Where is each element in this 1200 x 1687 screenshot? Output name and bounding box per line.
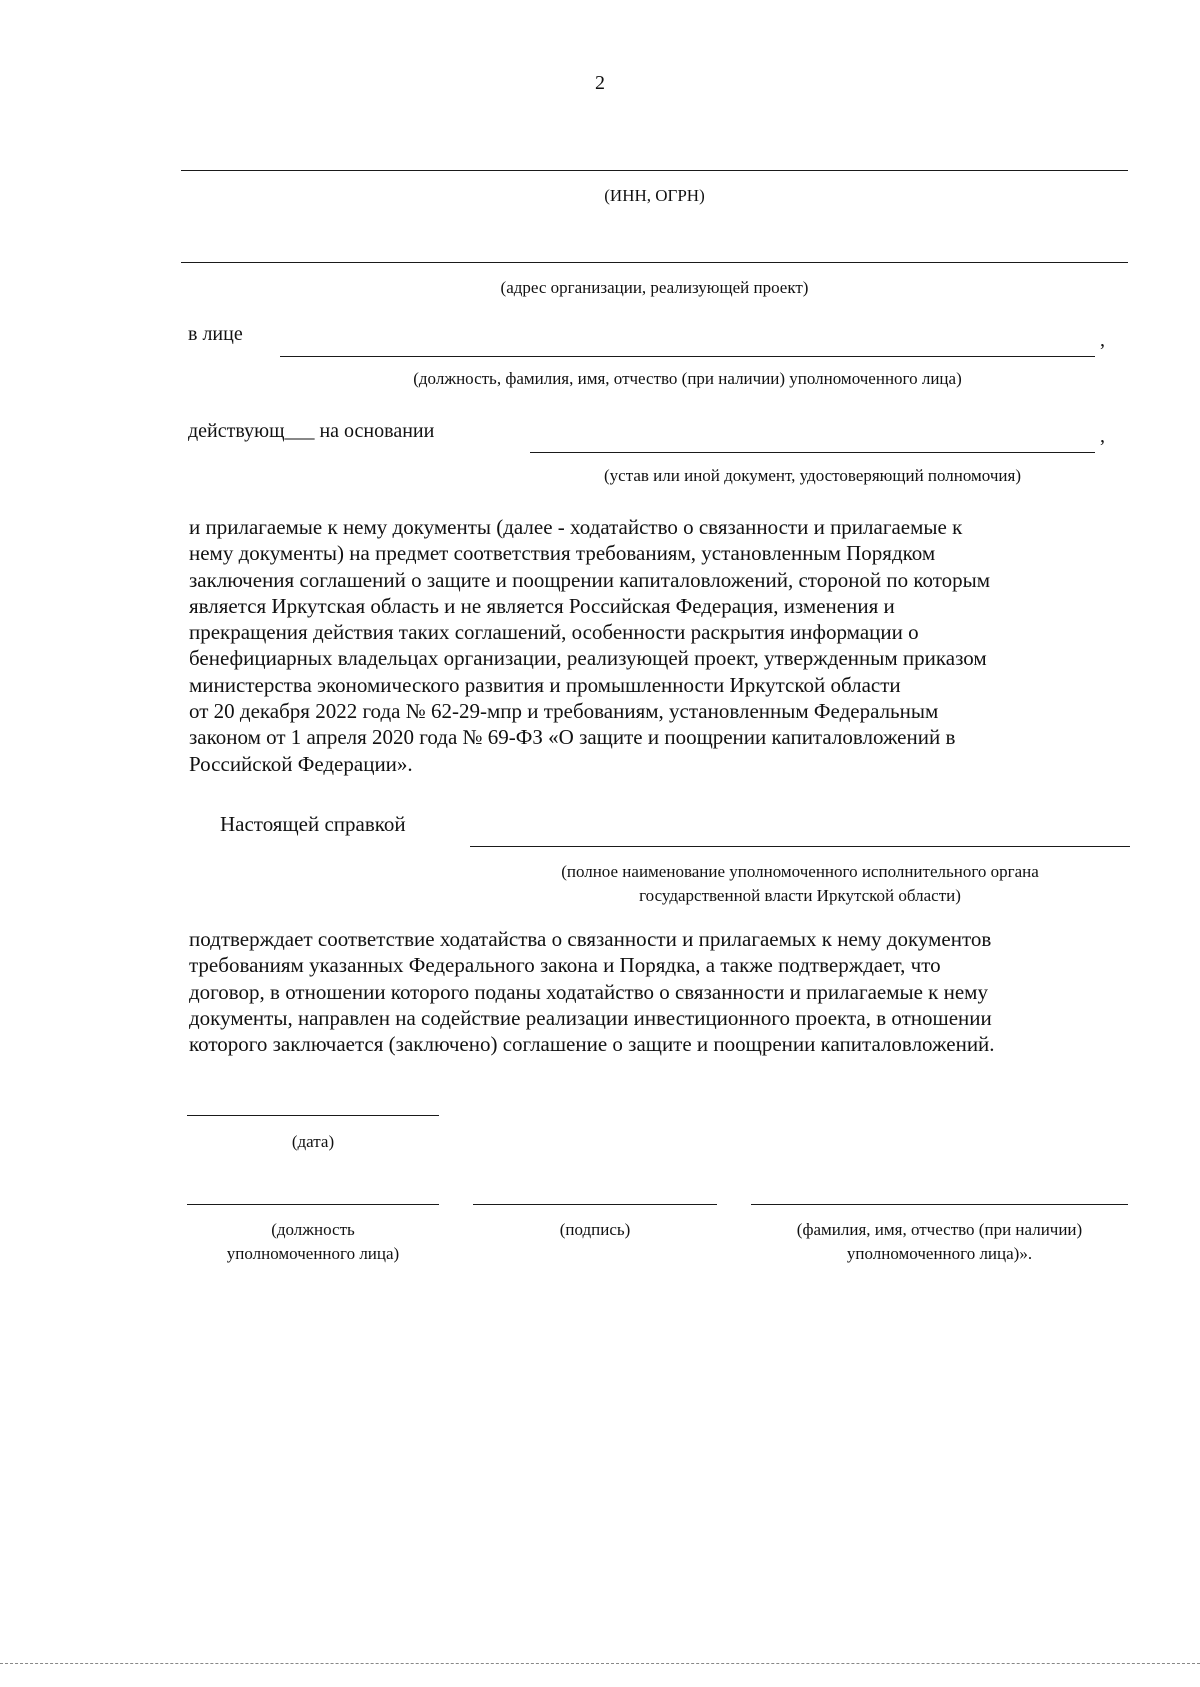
signature-line bbox=[473, 1204, 717, 1205]
basis-line bbox=[530, 452, 1095, 453]
basis-caption: (устав или иной документ, удостоверяющий полномочия) bbox=[604, 466, 1021, 485]
signature-caption: (подпись) bbox=[559, 1220, 631, 1239]
paragraph-1-line: от 20 декабря 2022 года № 62-29-мпр и требованиям, установленным Федеральным bbox=[189, 699, 939, 724]
authority-caption-line: (полное наименование уполномоченного исполнительного органа bbox=[561, 862, 1039, 881]
name-caption bbox=[751, 1218, 1128, 1266]
paragraph-1 bbox=[189, 514, 1124, 777]
name-line bbox=[751, 1204, 1128, 1205]
position-line bbox=[187, 1204, 439, 1205]
paragraph-2 bbox=[189, 926, 1124, 1057]
paragraph-2-line: которого заключается (заключено) соглашение о защите и поощрении капиталовложений. bbox=[189, 1032, 995, 1057]
address-caption: (адрес организации, реализующей проект) bbox=[500, 278, 809, 297]
name-caption-line: уполномоченного лица)». bbox=[846, 1244, 1033, 1263]
paragraph-1-line: прекращения действия таких соглашений, особенности раскрытия информации о bbox=[189, 620, 919, 645]
paragraph-1-line: Российской Федерации». bbox=[189, 751, 413, 776]
address-line bbox=[181, 262, 1128, 263]
paragraph-1-line: законом от 1 апреля 2020 года № 69-ФЗ «О защите и поощрении капиталовложений в bbox=[189, 725, 956, 750]
page-number: 2 bbox=[595, 72, 605, 94]
paragraph-1-line: является Иркутская область и не является Российская Федерация, изменения и bbox=[189, 593, 895, 618]
authority-caption-line: государственной власти Иркутской области) bbox=[639, 886, 961, 905]
date-line bbox=[187, 1115, 439, 1116]
paragraph-1-line: министерства экономического развития и промышленности Иркутской области bbox=[189, 672, 901, 697]
name-caption-line: (фамилия, имя, отчество (при наличии) bbox=[796, 1220, 1083, 1239]
in-person-line bbox=[280, 356, 1095, 357]
paragraph-2-line: документы, направлен на содействие реализации инвестиционного проекта, в отношении bbox=[189, 1005, 992, 1030]
paragraph-1-line: бенефициарных владельцах организации, реализующей проект, утвержденным приказом bbox=[189, 646, 987, 671]
paragraph-1-line: нему документы) на предмет соответствия требованиям, установленным Порядком bbox=[189, 541, 936, 566]
date-caption: (дата) bbox=[291, 1132, 335, 1151]
authority-caption bbox=[470, 860, 1130, 908]
position-caption bbox=[187, 1218, 439, 1266]
paragraph-2-line: требованиям указанных Федерального закона и Порядка, а также подтверждает, что bbox=[189, 953, 941, 978]
paragraph-2-line: договор, в отношении которого поданы ходатайство о связанности и прилагаемые к нему bbox=[189, 979, 988, 1004]
page-bottom-edge bbox=[0, 1663, 1200, 1664]
reference-label: Настоящей справкой bbox=[220, 812, 406, 836]
paragraph-1-line: и прилагаемые к нему документы (далее - ходатайство о связанности и прилагаемые к bbox=[189, 515, 963, 539]
inn-ogrn-caption: (ИНН, ОГРН) bbox=[604, 186, 705, 205]
in-person-comma: , bbox=[1100, 329, 1105, 351]
paragraph-1-line: заключения соглашений о защите и поощрении капиталовложений, стороной по которым bbox=[189, 567, 991, 592]
position-caption-line: уполномоченного лица) bbox=[226, 1244, 400, 1263]
position-caption-line: (должность bbox=[271, 1220, 355, 1239]
authority-line bbox=[470, 846, 1130, 847]
in-person-label: в лице bbox=[188, 323, 243, 345]
acting-label: действующ___ на основании bbox=[188, 420, 435, 442]
person-caption: (должность, фамилия, имя, отчество (при наличии) уполномоченного лица) bbox=[413, 369, 962, 388]
acting-comma: , bbox=[1100, 425, 1105, 447]
paragraph-2-line: подтверждает соответствие ходатайства о связанности и прилагаемых к нему документов bbox=[189, 927, 992, 951]
inn-ogrn-line bbox=[181, 170, 1128, 171]
